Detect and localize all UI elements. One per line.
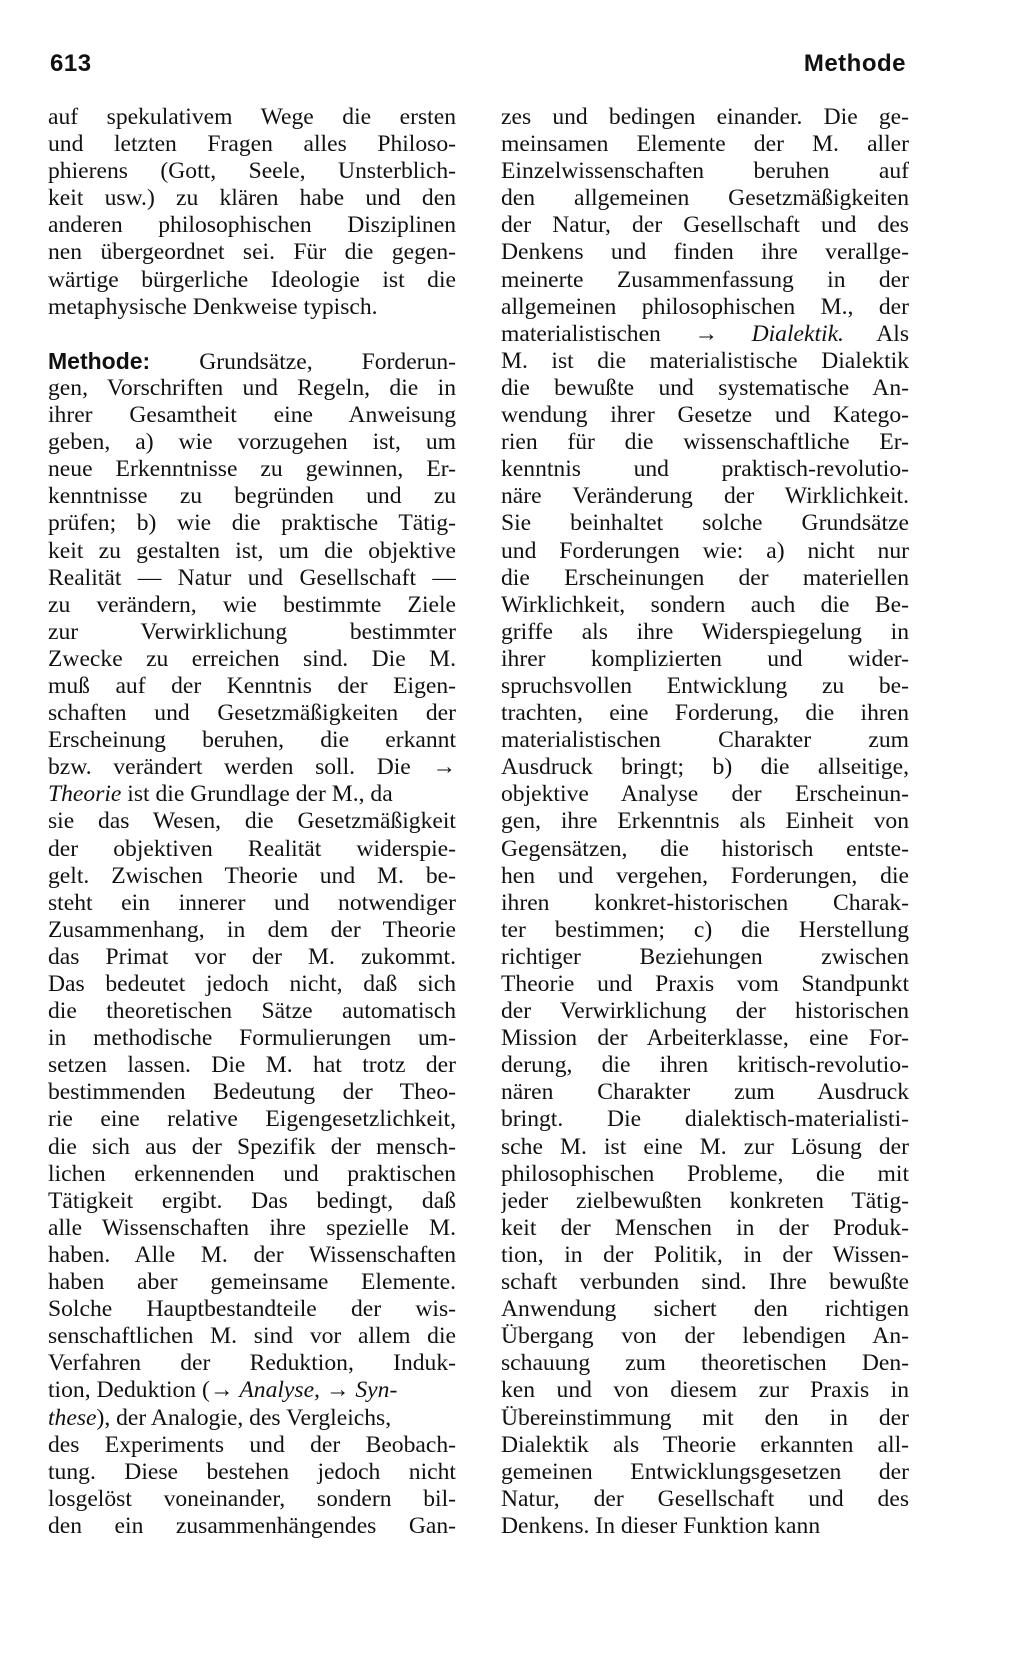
text-line: keit der Menschen in der Produk- — [501, 1214, 909, 1241]
page-header — [50, 50, 906, 84]
text-line: objektive Analyse der Erscheinun- — [501, 781, 909, 808]
text-line: die Erscheinungen der materiellen — [501, 564, 909, 591]
text-line: Verfahren der Reduktion, Induk- — [48, 1350, 456, 1377]
cross-reference-arrow-icon: → — [209, 1377, 234, 1404]
right-column — [501, 104, 909, 1540]
left-column — [48, 104, 456, 1540]
text-line: Solche Hauptbestandteile der wis- — [48, 1296, 456, 1323]
text-line: Denkens. In dieser Funktion kann — [501, 1512, 821, 1539]
text-line: nären Charakter zum Ausdruck — [501, 1079, 909, 1106]
text-line: des Experiments und der Beobach- — [48, 1431, 456, 1458]
text-line: näre Veränderung der Wirklichkeit. — [501, 483, 909, 510]
text-line: Einzelwissenschaften beruhen auf — [501, 158, 909, 185]
cross-reference-theorie[interactable]: Theorie — [48, 781, 122, 808]
text-line: neue Erkenntnisse zu gewinnen, Er- — [48, 456, 456, 483]
intro-paragraph — [48, 104, 456, 321]
text-line: lichen erkennenden und praktischen — [48, 1160, 456, 1187]
text-line: keit usw.) zu klären habe und den — [48, 185, 456, 212]
text-line: anderen philosophischen Disziplinen — [48, 212, 456, 239]
text-line: Wirklichkeit, sondern auch die Be- — [501, 591, 909, 618]
text-line: gen, ihre Erkenntnis als Einheit von — [501, 808, 909, 835]
ref-line-text: ist die Grundlage der M., da — [121, 781, 393, 808]
text-line: und letzten Fragen alles Philoso- — [48, 131, 456, 158]
text-line: jeder zielbewußten konkreten Tätig- — [501, 1187, 909, 1214]
text-line: bestimmenden Bedeutung der Theo- — [48, 1079, 456, 1106]
text-line: gemeinen Entwicklungsgesetzen der — [501, 1458, 909, 1485]
text-line: bringt. Die dialektisch-materialisti- — [501, 1106, 909, 1133]
text-line: Theorie und Praxis vom Standpunkt — [501, 971, 909, 997]
text-line: ihrer Gesamtheit eine Anweisung — [48, 402, 456, 429]
cross-reference-arrow-icon: → — [694, 320, 719, 347]
text-line: trachten, eine Forderung, die ihren — [501, 700, 909, 727]
text-line: haben aber gemeinsame Elemente. — [48, 1269, 456, 1296]
text-line: senschaftlichen M. sind vor allem die — [48, 1323, 456, 1350]
text-line: meinsamen Elemente der M. aller — [501, 131, 909, 158]
text-line: den ein zusammenhängendes Gan- — [48, 1512, 456, 1539]
cross-reference-arrow-icon: → — [432, 754, 456, 781]
text-line: M. ist die materialistische Dialektik — [501, 347, 909, 374]
entry-headword: Methode: — [48, 347, 151, 374]
paragraph-gap — [48, 321, 456, 348]
entry-body-a — [48, 375, 456, 754]
text-line: ter bestimmen; c) die Herstellung — [501, 916, 909, 943]
text-line: schaften und Gesetzmäßigkeiten der — [48, 700, 456, 727]
text-line: tion, in der Politik, in der Wissen- — [501, 1241, 909, 1268]
cross-reference-dialektik[interactable]: Dialektik. — [751, 320, 844, 347]
entry-body-c — [48, 1432, 456, 1540]
right-body-a — [501, 104, 909, 321]
ref-line-dialektik — [501, 321, 909, 348]
page-number: 613 — [50, 50, 92, 77]
text-line: schaft verbunden sind. Ihre bewußte — [501, 1269, 909, 1296]
text-line: muß auf der Kenntnis der Eigen- — [48, 672, 456, 699]
text-line: Ausdruck bringt; b) die allseitige, — [501, 754, 909, 781]
text-line: derung, die ihren kritisch-revolutio- — [501, 1052, 909, 1079]
text-line: rien für die wissenschaftliche Er- — [501, 429, 909, 456]
text-line: setzen lassen. Die M. hat trotz der — [48, 1052, 456, 1079]
text-line: Erscheinung beruhen, die erkannt — [48, 727, 456, 754]
text-line: gelt. Zwischen Theorie und M. be- — [48, 862, 456, 889]
text-line: Sie beinhaltet solche Grundsätze — [501, 510, 909, 537]
text-line: tung. Diese bestehen jedoch nicht — [48, 1458, 456, 1485]
text-line: losgelöst voneinander, sondern bil- — [48, 1485, 456, 1512]
text-line: Gegensätzen, die historisch entste- — [501, 835, 909, 862]
ref-line-analyse — [48, 1377, 456, 1404]
text-line: sche M. ist eine M. zur Lösung der — [501, 1133, 909, 1160]
text-line: prüfen; b) wie die praktische Tätig- — [48, 510, 456, 537]
text-line: geben, a) wie vorzugehen ist, um — [48, 429, 456, 456]
text-line: materialistischen Charakter zum — [501, 727, 909, 754]
text-line: Dialektik als Theorie erkannten all- — [501, 1431, 909, 1458]
text-line: gen, Vorschriften und Regeln, die in — [48, 374, 456, 401]
text-line: Übergang von der lebendigen An- — [501, 1323, 909, 1350]
text-line: haben. Alle M. der Wissenschaften — [48, 1241, 456, 1268]
text-line: steht ein innerer und notwendiger — [48, 889, 456, 916]
text-line: keit zu gestalten ist, um die objektive — [48, 537, 456, 564]
text-line: meinerte Zusammenfassung in der — [501, 266, 909, 293]
text-line: ihrer komplizierten und wider- — [501, 645, 909, 672]
right-body-b — [501, 348, 909, 1513]
ref-line-synthese — [48, 1405, 456, 1432]
text-line: ken und von diesem zur Praxis in — [501, 1377, 909, 1404]
text-line: Tätigkeit ergibt. Das bedingt, daß — [48, 1187, 456, 1214]
text-line: die sich aus der Spezifik der mensch- — [48, 1133, 456, 1160]
text-line: Zusammenhang, in dem der Theorie — [48, 916, 456, 943]
text-line: philosophischen Probleme, die mit — [501, 1160, 909, 1187]
text-line: metaphysische Denkweise typisch. — [48, 293, 378, 320]
text-line: wärtige bürgerliche Ideologie ist die — [48, 266, 456, 293]
entry-methode — [48, 348, 456, 1540]
text-line: der Verwirklichung der historischen — [501, 998, 909, 1025]
cross-reference-arrow-icon: → — [325, 1377, 350, 1404]
ref-line-theorie-2 — [48, 781, 456, 808]
text-line: griffe als ihre Widerspiegelung in — [501, 618, 909, 645]
text-line: Anwendung sichert den richtigen — [501, 1296, 909, 1323]
text-line: auf spekulativem Wege die ersten — [48, 104, 456, 130]
text-line: kenntnisse zu begründen und zu — [48, 483, 456, 510]
text-line: die theoretischen Sätze automatisch — [48, 998, 456, 1025]
text-line: zu verändern, wie bestimmte Ziele — [48, 591, 456, 618]
text-line: Übereinstimmung mit den in der — [501, 1404, 909, 1431]
entry-body-b — [48, 808, 456, 1377]
ref-line-text: ), der Analogie, des Vergleichs, — [96, 1404, 392, 1431]
text-line: Realität — Natur und Gesellschaft — — [48, 564, 456, 591]
ref-line-text: Als — [876, 320, 909, 347]
text-line: der objektiven Realität widerspie- — [48, 835, 456, 862]
text-line: hen und vergehen, Forderungen, die — [501, 862, 909, 889]
ref-line-theorie-1 — [48, 754, 456, 781]
cross-reference-synthese-part1[interactable]: Syn- — [355, 1377, 398, 1404]
text-line: Denkens und finden ihre verallge- — [501, 239, 909, 266]
text-line: in methodische Formulierungen um- — [48, 1025, 456, 1052]
ref-line-text: materialistischen — [501, 320, 661, 347]
text-line: der Natur, der Gesellschaft und des — [501, 212, 909, 239]
text-line: phierens (Gott, Seele, Unsterblich- — [48, 158, 456, 185]
ref-line-text: bzw. verändert werden soll. Die — [48, 754, 411, 781]
text-line: ihren konkret-historischen Charak- — [501, 889, 909, 916]
text-line: Natur, der Gesellschaft und des — [501, 1485, 909, 1512]
text-line: Das bedeutet jedoch nicht, daß sich — [48, 971, 456, 997]
text-line: das Primat vor der M. zukommt. — [48, 943, 456, 970]
text-line: Zwecke zu erreichen sind. Die M. — [48, 645, 456, 672]
text-line: zes und bedingen einander. Die ge- — [501, 104, 909, 130]
text-line: nen übergeordnet sei. Für die gegen- — [48, 239, 456, 266]
text-line: spruchsvollen Entwicklung zu be- — [501, 672, 909, 699]
cross-reference-analyse[interactable]: Analyse, — [239, 1377, 320, 1404]
text-line: Mission der Arbeiterklasse, eine For- — [501, 1025, 909, 1052]
text-line: und Forderungen wie: a) nicht nur — [501, 537, 909, 564]
ref-line-text: tion, Deduktion ( — [48, 1377, 210, 1404]
text-line: allgemeinen philosophischen M., der — [501, 293, 909, 320]
running-head: Methode — [803, 50, 906, 77]
entry-first-line-text: Grundsätze, Forderun- — [199, 348, 456, 375]
text-line: rie eine relative Eigengesetzlichkeit, — [48, 1106, 456, 1133]
text-line: den allgemeinen Gesetzmäßigkeiten — [501, 185, 909, 212]
text-line: zur Verwirklichung bestimmter — [48, 618, 456, 645]
text-line: sie das Wesen, die Gesetzmäßigkeit — [48, 808, 456, 835]
text-line: kenntnis und praktisch-revolutio- — [501, 456, 909, 483]
text-line: richtiger Beziehungen zwischen — [501, 943, 909, 970]
text-line: alle Wissenschaften ihre spezielle M. — [48, 1214, 456, 1241]
text-line: die bewußte und systematische An- — [501, 374, 909, 401]
cross-reference-synthese-part2[interactable]: these — [48, 1404, 97, 1431]
text-line: schauung zum theoretischen Den- — [501, 1350, 909, 1377]
text-line: wendung ihrer Gesetze und Katego- — [501, 402, 909, 429]
entry-first-line — [48, 348, 456, 375]
